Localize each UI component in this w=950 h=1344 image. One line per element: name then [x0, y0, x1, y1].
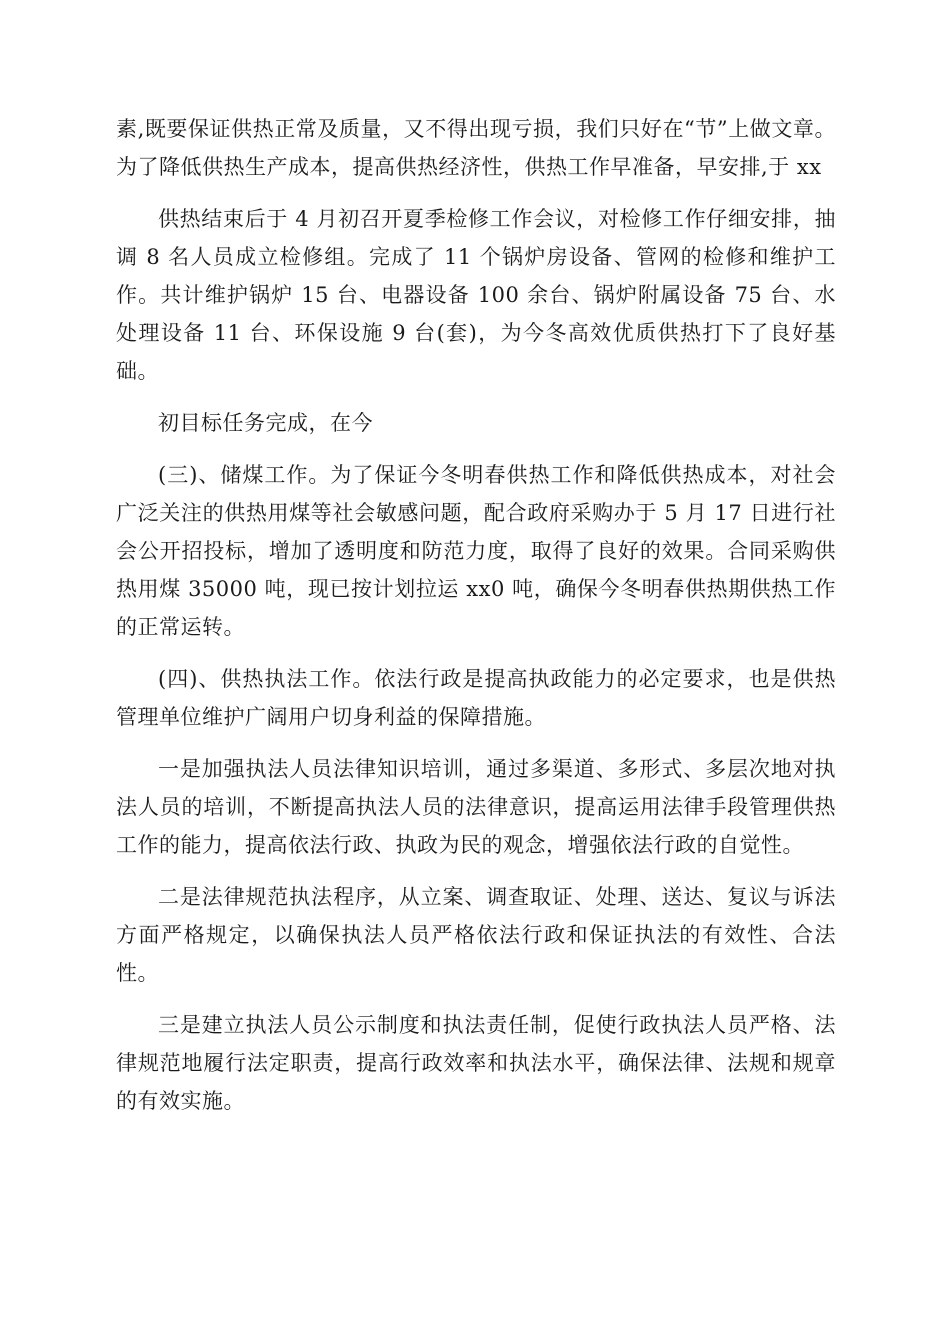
paragraph-training: 一是加强执法人员法律知识培训，通过多渠道、多形式、多层次地对执法人员的培训，不断提高执法人员的法律意识，提高运用法律手段管理供热工作的能力，提高依法行政、执政为民的观念，增强依法行政的自觉性。 — [116, 757, 836, 857]
paragraph-coal-storage: (三)、储煤工作。为了保证今冬明春供热工作和降低供热成本，对社会广泛关注的供热用煤等社会敏感问题，配合政府采购办于 5 月 17 日进行社会公开招投标，增加了透明度和防范力度，取得了良好的效果。合同采购供热用煤 35000 吨，现已按计划拉运 xx0 吨，确保今冬明春供热期供热工作的正常运转。 — [116, 463, 836, 639]
paragraph-procedure: 二是法律规范执法程序，从立案、调查取证、处理、送达、复议与诉法方面严格规定，以确保执法人员严格依法行政和保证执法的有效性、合法性。 — [116, 885, 836, 985]
paragraph-maintenance: 供热结束后于 4 月初召开夏季检修工作会议，对检修工作仔细安排，抽调 8 名人员成立检修组。完成了 11 个锅炉房设备、管网的检修和维护工作。共计维护锅炉 15 台、电器设备 100 余台、锅炉附属设备 75 台、水处理设备 11 台、环保设施 9 台(套)，为今冬高效优质供热打下了良好基础。 — [116, 207, 836, 383]
paragraph-accountability: 三是建立执法人员公示制度和执法责任制，促使行政执法人员严格、法律规范地履行法定职责，提高行政效率和执法水平，确保法律、法规和规章的有效实施。 — [116, 1013, 836, 1113]
paragraph-fragment: 初目标任务完成，在今 — [158, 411, 373, 435]
document-body — [116, 110, 836, 1134]
paragraph-law-enforcement: (四)、供热执法工作。依法行政是提高执政能力的必定要求，也是供热管理单位维护广阔用户切身利益的保障措施。 — [116, 667, 836, 729]
paragraph-continuation: 素,既要保证供热正常及质量，又不得出现亏损，我们只好在“节”上做文章。为了降低供热生产成本，提高供热经济性，供热工作早准备，早安排,于 xx — [116, 117, 836, 179]
